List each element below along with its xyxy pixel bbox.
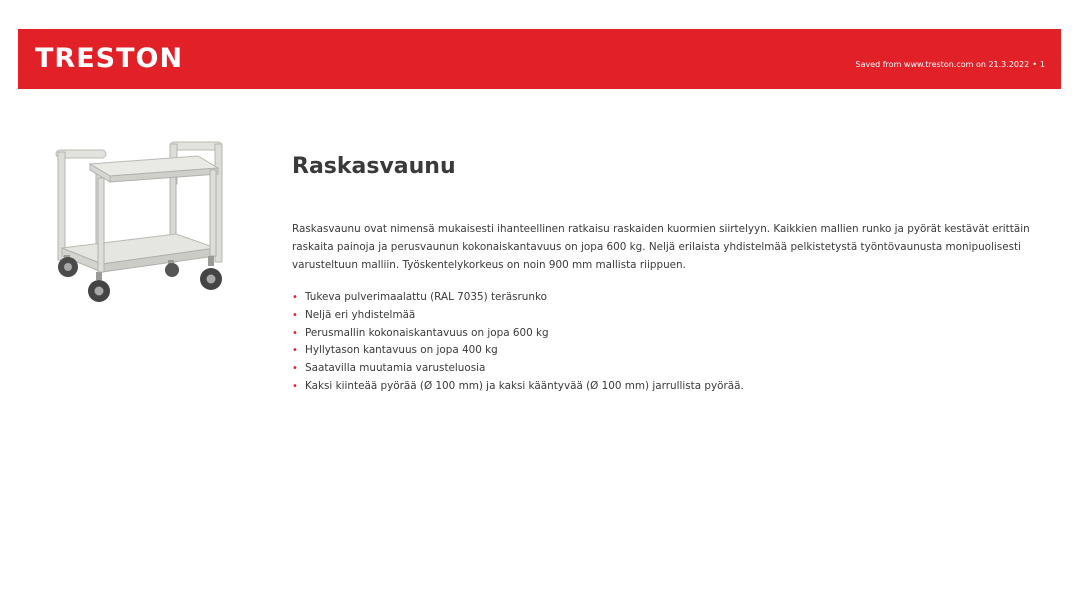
feature-text: Neljä eri yhdistelmää	[305, 308, 416, 321]
product-title: Raskasvaunu	[292, 154, 456, 179]
feature-text: Kaksi kiinteää pyörää (Ø 100 mm) ja kaksi kääntyvää (Ø 100 mm) jarrullista pyörää.	[305, 379, 744, 392]
product-description: Raskasvaunu ovat nimensä mukaisesti ihanteellinen ratkaisu raskaiden kuormien siirtelyyn. Kaikkien mallien runko ja pyörät kestävät erittäin raskaita painoja ja perusvaunun kokonaiskantavuus on jopa 600 kg. Neljä erilaista yhdistelmää pelkistetystä työntövaunusta monipuolisesti varusteltuun malliin. Työskentelykorkeus on noin 900 mm mallista riippuen.	[292, 223, 1030, 271]
feature-text: Saatavilla muutamia varusteluosia	[305, 362, 486, 375]
header-bar	[18, 29, 1061, 89]
page-number: 1	[1039, 60, 1045, 69]
list-item	[292, 325, 744, 343]
list-item	[292, 307, 744, 325]
trolley-image	[48, 138, 233, 308]
bullet-icon: •	[292, 292, 298, 303]
treston-logo[interactable]: TRESTON	[35, 43, 184, 74]
bullet-icon: •	[292, 309, 298, 321]
feature-list	[292, 289, 744, 396]
list-item	[292, 342, 744, 360]
separator-dot: •	[1032, 60, 1037, 69]
feature-text: Hyllytason kantavuus on jopa 400 kg	[305, 344, 498, 357]
list-item	[292, 378, 744, 396]
saved-text: Saved from www.treston.com on 21.3.2022	[855, 60, 1030, 69]
feature-text: Tukeva pulverimaalattu (RAL 7035) teräsrunko	[305, 291, 547, 303]
bullet-icon: •	[292, 345, 298, 357]
bullet-icon: •	[292, 363, 298, 375]
list-item	[292, 360, 744, 378]
bullet-icon: •	[292, 380, 298, 392]
saved-from-note	[855, 60, 1045, 70]
list-item	[292, 289, 744, 307]
bullet-icon: •	[292, 327, 298, 339]
trolley-icon	[48, 138, 233, 308]
feature-text: Perusmallin kokonaiskantavuus on jopa 600 kg	[305, 326, 549, 339]
